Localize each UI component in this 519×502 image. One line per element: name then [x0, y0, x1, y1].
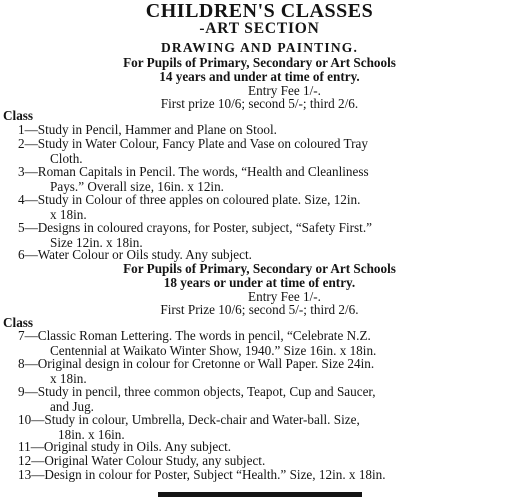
class-item-8 — [18, 356, 518, 386]
class-item-text-cont: 18in. x 16in. — [58, 427, 125, 442]
class-item-text-cont: Cloth. — [50, 151, 83, 166]
group1-pupils: For Pupils of Primary, Secondary or Art Schools — [123, 55, 396, 70]
class-item-1 — [18, 122, 518, 137]
section-heading: -ART SECTION — [199, 20, 320, 37]
class-item-4 — [18, 192, 518, 222]
class-item-text-cont: Pays.” Overall size, 16in. x 12in. — [50, 179, 224, 194]
class-item-5 — [18, 220, 518, 250]
group2-pupils: For Pupils of Primary, Secondary or Art Schools — [123, 261, 396, 276]
class-item-text: 10—Study in colour, Umbrella, Deck-chair and Water-ball. Size, — [18, 412, 360, 427]
class-item-text-cont: x 18in. — [50, 371, 87, 386]
class-item-text: 4—Study in Colour of three apples on coloured plate. Size, 12in. — [18, 192, 361, 207]
class-item-11 — [18, 439, 518, 454]
class-item-3 — [18, 164, 518, 194]
group1-prizes: First prize 10/6; second 5/-; third 2/6. — [160, 96, 359, 111]
class-item-text-cont: Size 12in. x 18in. — [50, 235, 143, 250]
class-item-13 — [18, 467, 518, 482]
class-item-text: 12—Original Water Colour Study, any subject. — [18, 453, 266, 468]
group1-age: 14 years and under at time of entry. — [159, 69, 360, 84]
class-item-text: 8—Original design in colour for Cretonne or Wall Paper. Size 24in. — [18, 356, 375, 371]
class-item-6 — [18, 247, 518, 262]
group2-age: 18 years or under at time of entry. — [163, 275, 356, 290]
class-item-9 — [18, 384, 518, 414]
class-item-text: 1—Study in Pencil, Hammer and Plane on Stool. — [18, 122, 277, 137]
class-item-text: 7—Classic Roman Lettering. The words in pencil, “Celebrate N.Z. — [18, 328, 371, 343]
class-item-text: 13—Design in colour for Poster, Subject “Health.” Size, 12in. x 18in. — [18, 467, 386, 482]
class-item-10 — [18, 412, 518, 442]
class-item-text-cont: Centennial at Waikato Winter Show, 1940.” Size 16in. x 18in. — [50, 343, 377, 358]
page-title: CHILDREN'S CLASSES — [145, 0, 374, 22]
class-item-2 — [18, 136, 518, 166]
class-item-text-cont: x 18in. — [50, 207, 87, 222]
group2-prizes: First Prize 10/6; second 5/-; third 2/6. — [160, 302, 359, 317]
class-item-12 — [18, 453, 518, 468]
class-item-7 — [18, 328, 518, 358]
class-item-text-cont: and Jug. — [50, 399, 94, 414]
class-item-text: 6—Water Colour or Oils study. Any subject. — [18, 247, 252, 262]
group2-class-label: Class — [3, 315, 34, 330]
group2-fee: Entry Fee 1/-. — [248, 289, 321, 304]
section-divider-rule — [158, 492, 362, 497]
subsection-heading: DRAWING AND PAINTING. — [160, 40, 359, 55]
class-item-text: 5—Designs in coloured crayons, for Poster, subject, “Safety First.” — [18, 220, 372, 235]
class-item-text: 3—Roman Capitals in Pencil. The words, “Health and Cleanliness — [18, 164, 369, 179]
class-item-text: 2—Study in Water Colour, Fancy Plate and Vase on coloured Tray — [18, 136, 368, 151]
class-item-text: 11—Original study in Oils. Any subject. — [18, 439, 232, 454]
class-item-text: 9—Study in pencil, three common objects, Teapot, Cup and Saucer, — [18, 384, 376, 399]
group1-fee: Entry Fee 1/-. — [248, 83, 321, 98]
group1-class-label: Class — [3, 108, 34, 123]
